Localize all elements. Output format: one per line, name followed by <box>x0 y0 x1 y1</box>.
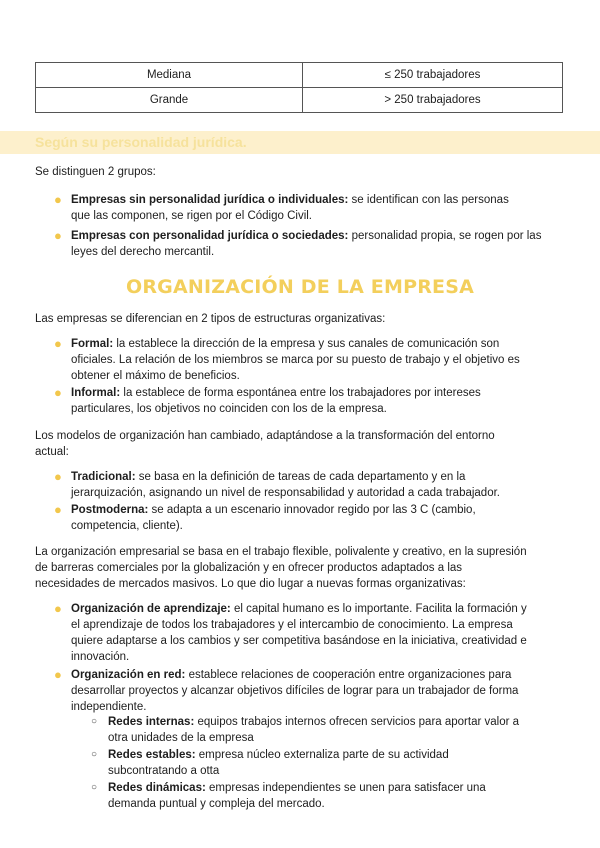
item-term: Organización de aprendizaje: <box>71 603 231 615</box>
item-term: Informal: <box>71 387 121 399</box>
item-text: particulares, los objetivos no coinciden con los de la empresa. <box>71 403 387 415</box>
paragraph-line: de barreras comerciales por la globalización y en ofrecer productos adaptados a las <box>35 562 463 574</box>
section-heading: Según su personalidad jurídica. <box>35 134 247 150</box>
bullet-icon: ● <box>54 667 62 682</box>
table-row <box>36 63 563 88</box>
list-item <box>54 336 566 384</box>
item-text: empresa núcleo externaliza parte de su actividad <box>195 749 449 761</box>
section-heading-band <box>0 131 600 154</box>
paragraph: Las empresas se diferencian en 2 tipos de estructuras organizativas: <box>35 313 386 325</box>
item-term: Formal: <box>71 338 114 350</box>
bullet-icon: ● <box>54 228 62 243</box>
item-text: el aprendizaje de todos los trabajadores y el intercambio de conocimiento. La empresa <box>71 619 513 631</box>
item-term: Redes internas: <box>108 716 195 728</box>
item-text: establece relaciones de cooperación entre organizaciones para <box>185 669 512 681</box>
item-text: se adapta a un escenario innovador regido por las 3 C (cambio, <box>148 504 476 516</box>
bullet-icon: ● <box>54 469 62 484</box>
paragraph-line: Los modelos de organización han cambiado, adaptándose a la transformación del entorno <box>35 430 495 442</box>
item-term: Organización en red: <box>71 669 186 681</box>
item-text: innovación. <box>71 651 130 663</box>
list-item <box>54 601 566 665</box>
company-size-table <box>35 62 563 113</box>
item-text: empresas independientes se unen para satisfacer una <box>205 782 486 794</box>
page-title: ORGANIZACIÓN DE LA EMPRESA <box>125 276 475 298</box>
circle-bullet-icon: ○ <box>91 782 98 793</box>
sub-list-item <box>91 714 566 746</box>
paragraph-line: necesidades de mercados masivos. Lo que dio lugar a nuevas formas organizativas: <box>35 578 466 590</box>
list-item <box>54 469 566 501</box>
paragraph-line: La organización empresarial se basa en el trabajo flexible, polivalente y creativo, en la supresión <box>35 546 527 558</box>
paragraph <box>35 544 565 592</box>
bullet-icon: ● <box>54 502 62 517</box>
list-item <box>54 192 566 224</box>
sub-list-item <box>91 780 566 812</box>
item-text: se identifican con las personas <box>348 194 509 206</box>
circle-bullet-icon: ○ <box>91 749 98 760</box>
item-text: desarrollar proyectos y alcanzar objetivos difíciles de lograr para un trabajador de forma <box>71 685 519 697</box>
item-text: personalidad propia, se rogen por las <box>348 230 542 242</box>
size-category-cell: Grande <box>36 88 303 113</box>
circle-bullet-icon: ○ <box>91 716 98 727</box>
bullet-icon: ● <box>54 385 62 400</box>
item-text: que las componen, se rigen por el Código Civil. <box>71 210 312 222</box>
item-text: leyes del derecho mercantil. <box>71 246 215 258</box>
item-text: equipos trabajos internos ofrecen servicios para aportar valor a <box>194 716 520 728</box>
item-text: oficiales. La relación de los miembros se marca por su puesto de trabajo y el objetivo es <box>71 354 520 366</box>
item-term: Empresas sin personalidad jurídica o individuales: <box>71 194 349 206</box>
item-text: demanda puntual y compleja del mercado. <box>108 798 325 810</box>
item-text: independiente. <box>71 701 147 713</box>
paragraph <box>35 428 565 460</box>
item-text: se basa en la definición de tareas de cada departamento y en la <box>135 471 466 483</box>
item-text: subcontratando a otta <box>108 765 220 777</box>
item-text: el capital humano es lo importante. Facilita la formación y <box>230 603 527 615</box>
size-workers-cell: > 250 trabajadores <box>303 88 563 113</box>
list-item <box>54 667 566 715</box>
item-text: otra unidades de la empresa <box>108 732 254 744</box>
size-workers-cell: ≤ 250 trabajadores <box>303 63 563 88</box>
list-item <box>54 228 566 260</box>
list-item <box>54 502 566 534</box>
item-text: la establece de forma espontánea entre los trabajadores por intereses <box>120 387 481 399</box>
item-term: Tradicional: <box>71 471 136 483</box>
size-category-cell: Mediana <box>36 63 303 88</box>
bullet-icon: ● <box>54 192 62 207</box>
bullet-icon: ● <box>54 336 62 351</box>
item-text: obtener el máximo de beneficios. <box>71 370 240 382</box>
item-term: Empresas con personalidad jurídica o sociedades: <box>71 230 349 242</box>
table-row <box>36 88 563 113</box>
list-item <box>54 385 566 417</box>
item-term: Redes dinámicas: <box>108 782 206 794</box>
item-text: jerarquización, asignando un nivel de responsabilidad y autoridad a cada trabajador. <box>71 487 500 499</box>
item-term: Postmoderna: <box>71 504 149 516</box>
sub-list-item <box>91 747 566 779</box>
paragraph-line: actual: <box>35 446 69 458</box>
paragraph: Se distinguen 2 grupos: <box>35 166 156 178</box>
bullet-icon: ● <box>54 601 62 616</box>
item-text: quiere adaptarse a los cambios y ser competitiva basándose en la iniciativa, creatividad e <box>71 635 527 647</box>
item-text: la establece la dirección de la empresa y sus canales de comunicación son <box>113 338 500 350</box>
item-text: competencia, cliente). <box>71 520 183 532</box>
item-term: Redes estables: <box>108 749 196 761</box>
